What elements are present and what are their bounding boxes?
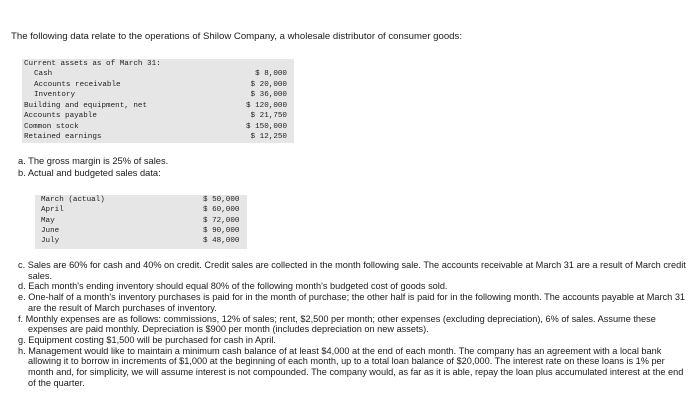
note-c: c. Sales are 60% for cash and 40% on credit. Credit sales are collected in the month following sale. The accounts receivable at March 31 are a result of March credit sales. [18, 260, 686, 281]
table-row [41, 205, 247, 215]
row-label: May [41, 217, 55, 225]
table-row [41, 195, 247, 205]
row-value: $ 60,000 [203, 206, 240, 214]
row-label: Accounts receivable [34, 81, 121, 89]
row-value: $ 72,000 [203, 217, 240, 225]
table-row [24, 111, 294, 121]
row-label: Common stock [24, 123, 79, 131]
notes-a-b [18, 155, 168, 179]
row-value: $ 120,000 [245, 102, 287, 110]
row-value: $ 20,000 [250, 81, 287, 89]
note-h: h. Management would like to maintain a minimum cash balance of at least $4,000 at the end of each month. The company has an agreement with a local bank allowing it to borrow in increments of $1,000 at the beginning of each month, up to a total loan balance of $20,000. The interest rate on these loans is 1% per month and, for simplicity, we will assume interest is not compounded. The company would, as far as it is able, repay the loan plus accumulated interest at the end of the quarter. [18, 345, 684, 388]
intro-text: The following data relate to the operations of Shilow Company, a wholesale distributor of consumer goods: [11, 31, 462, 42]
row-value: $ 36,000 [250, 91, 287, 99]
note-b: b. Actual and budgeted sales data: [18, 168, 161, 178]
table-row [34, 80, 294, 90]
row-label: April [41, 206, 64, 214]
row-value: $ 150,000 [245, 123, 287, 131]
row-value: $ 21,750 [250, 112, 287, 120]
table-row [41, 216, 247, 226]
row-value: $ 8,000 [255, 70, 287, 78]
table-row [41, 236, 247, 246]
row-label: Retained earnings [24, 133, 102, 141]
row-label: Cash [34, 70, 53, 78]
note-a: a. The gross margin is 25% of sales. [18, 156, 169, 166]
table-row [34, 90, 294, 100]
notes-list [18, 260, 688, 388]
row-label: Building and equipment, net [24, 102, 148, 110]
balance-table [22, 59, 294, 143]
row-label: Accounts payable [24, 112, 97, 120]
table-row [24, 132, 294, 142]
note-g: g. Equipment costing $1,500 will be purchased for cash in April. [18, 334, 276, 345]
note-f: f. Monthly expenses are as follows: commissions, 12% of sales; rent, $2,500 per month; other expenses (excluding depreciation), 6% of sales. Assume these expenses are paid monthly. Depreciation is $900 per month (includes depreciation on new assets). [18, 313, 656, 335]
table-row [24, 101, 294, 111]
row-value: $ 90,000 [203, 227, 240, 235]
row-label: Inventory [34, 91, 76, 99]
table-row [34, 69, 294, 79]
row-label: July [41, 237, 60, 245]
balance-header: Current assets as of March 31: [24, 60, 161, 68]
row-value: $ 12,250 [250, 133, 287, 141]
note-d: d. Each month's ending inventory should equal 80% of the following month's budgeted cost of goods sold. [18, 281, 448, 292]
note-e: e. One-half of a month's inventory purchases is paid for in the month of purchase; the other half is paid for in the following month. The accounts payable at March 31 are the result of March purchases of inventory. [18, 292, 686, 313]
row-value: $ 48,000 [203, 237, 240, 245]
table-row [41, 226, 247, 236]
row-value: $ 50,000 [203, 196, 240, 204]
table-row [24, 122, 294, 132]
row-label: March (actual) [41, 196, 105, 204]
row-label: June [41, 227, 60, 235]
sales-table [35, 195, 247, 249]
